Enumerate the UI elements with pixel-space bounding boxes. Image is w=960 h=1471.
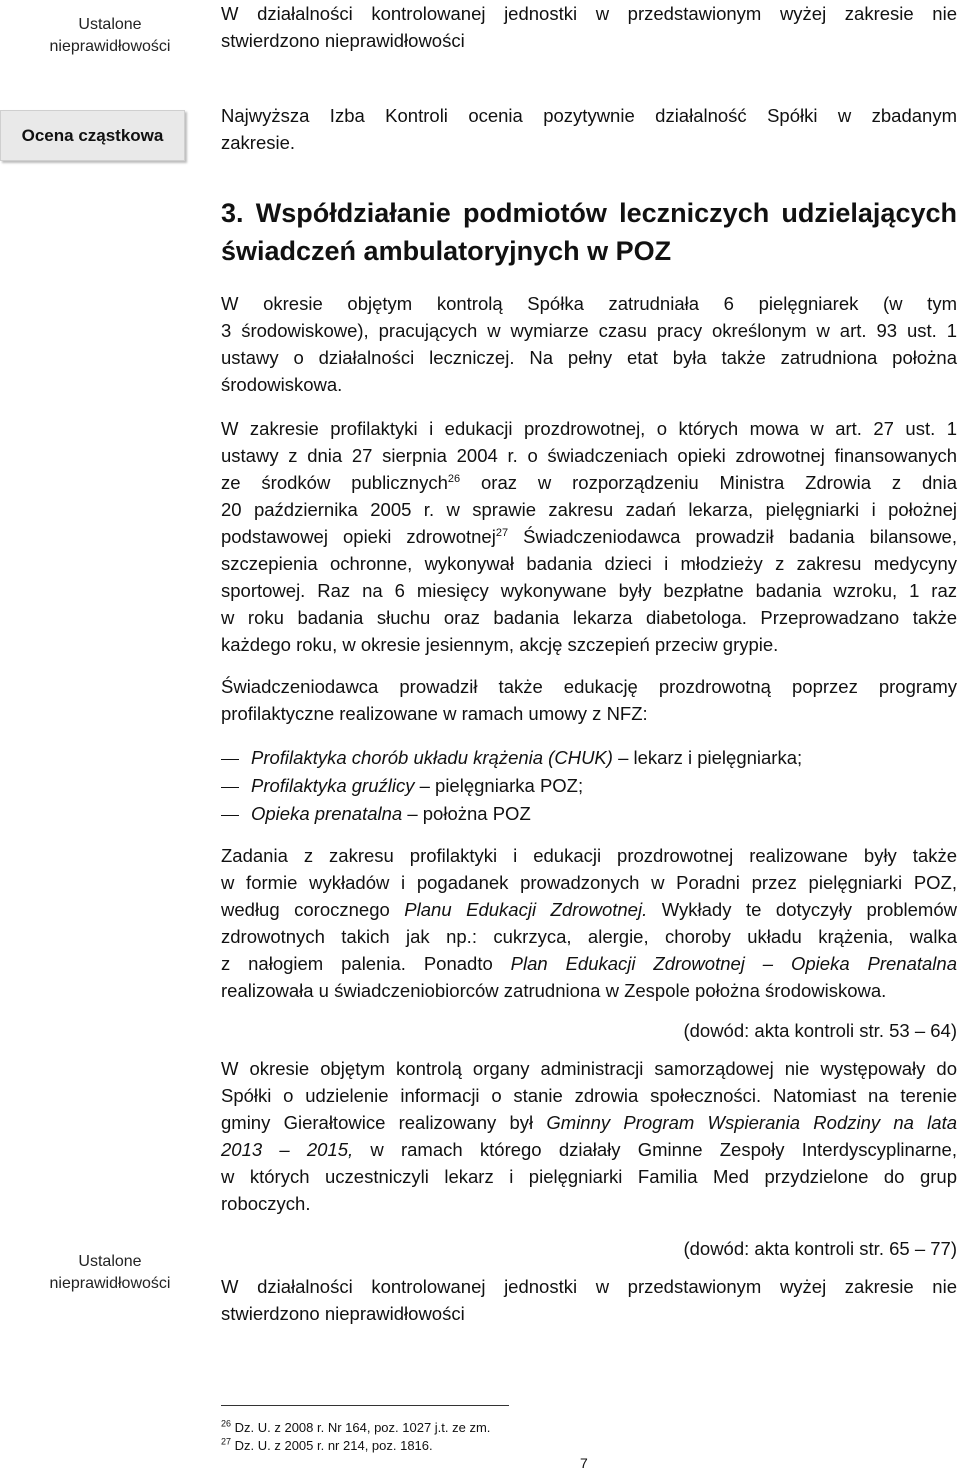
paragraph-findings-bottom: W działalności kontrolowanej jednostki w przedstawionym wyżej zakresie nie stwierdzono nieprawidłowości <box>221 1276 957 1324</box>
paragraph-lectures: Zadania z zakresu profilaktyki i edukacji prozdrowotnej realizowane były także w formie wykładów i pogadanek prowadzonych w Poradni przez pielęgniarki POZ, według corocznego Planu Edukacji Zdrowotnej. Wykłady te dotyczyły problemów zdrowotnych takich jak np.: cukrzyca, alergie, choroby układu krążenia, walka z nałogiem palenia. Ponadto Plan Edukacji Zdrowotnej – Opieka Prenatalna realizowała u świadczeniobiorców zatrudniona w Zespole położna środowiskowa. <box>221 845 957 1001</box>
footnote: $^{26}$ Dz. U. z 2008 r. Nr 164, poz. 1027 j.t. ze zm. <box>221 1418 491 1435</box>
paragraph-findings-top: W działalności kontrolowanej jednostki w przedstawionym wyżej zakresie nie stwierdzono nieprawidłowości <box>221 3 957 51</box>
paragraph-local-government: W okresie objętym kontrolą organy administracji samorządowej nie występowały do Spółki o udzielenie informacji o stanie zdrowia społeczności. Natomiast na terenie gminy Gierałtowice realizowany był Gminny Program Wspierania Rodziny na lata 2013 – 2015, w ramach którego działały Gminne Zespoły Interdyscyplinarne, w których uczestniczyli lekarz i pielęgniarki Familia Med przydzielone do grup roboczych. <box>221 1058 957 1214</box>
list-item: Opieka prenatalna – położna POZ <box>221 800 531 827</box>
evidence-reference: (dowód: akta kontroli str. 65 – 77) <box>683 1238 957 1259</box>
page-number: 7 <box>580 1455 588 1471</box>
margin-note-findings: Ustalone nieprawidłowości <box>49 16 171 55</box>
margin-note-findings: Ustalone nieprawidłowości <box>49 1253 171 1292</box>
dash-bullet-icon <box>221 759 239 760</box>
footnote-ref-26: 26 <box>447 472 461 485</box>
paragraph-staff: W okresie objętym kontrolą Spółka zatrudniała 6 pielęgniarek (w tym 3 środowiskowe), pracujących w wymiarze czasu pracy określonym w art. 93 ust. 1 ustawy o działalności leczniczej. Na pełny etat była także zatrudniona położna środowiskowa. <box>221 293 957 395</box>
paragraph-prevention: W zakresie profilaktyki i edukacji prozdrowotnej, o których mowa w art. 27 ust. 1 ustawy z dnia 27 sierpnia 2004 r. o świadczeniach opieki zdrowotnej finansowanych ze środków publicznych$^{26}$ oraz w rozporządzeniu Ministra Zdrowia z dnia 20 października 2005 r. w sprawie zakresu zadań lekarza, pielęgniarki i położnej podstawowej opieki zdrowotnej$^{27}$ Świadczeniodawca prowadził badania bilansowe, szczepienia ochronne, wykonywał badania dzieci i młodzieży z zakresu medycyny sportowej. Raz na 6 miesięcy wykonywane były bezpłatne badania wzroku, 1 raz w roku badania słuchu oraz badania lekarza diabetologa. Przeprowadzano także każdego roku, w okresie jesiennym, akcję szczepień przeciw grypie. <box>221 418 957 655</box>
dash-bullet-icon <box>221 815 239 816</box>
footnote-ref-27: 27 <box>495 526 509 539</box>
paragraph-health-education: Świadczeniodawca prowadził także edukację prozdrowotną poprzez programy profilaktyczne realizowane w ramach umowy z NFZ: <box>221 676 957 724</box>
partial-assessment-badge: Ocena cząstkowa <box>0 110 185 161</box>
footnote: $^{27}$ Dz. U. z 2005 r. nr 214, poz. 1816. <box>221 1436 433 1453</box>
evidence-reference: (dowód: akta kontroli str. 53 – 64) <box>683 1020 957 1041</box>
paragraph-nik-assessment: Najwyższa Izba Kontroli ocenia pozytywnie działalność Spółki w zbadanym zakresie. <box>221 105 957 153</box>
dash-bullet-icon <box>221 787 239 788</box>
footnote-divider <box>221 1405 509 1406</box>
section-heading: 3. Współdziałanie podmiotów leczniczych udzielających świadczeń ambulatoryjnych w POZ <box>221 198 957 266</box>
list-item: Profilaktyka chorób układu krążenia (CHUK) – lekarz i pielęgniarka; <box>221 744 802 771</box>
list-item: Profilaktyka gruźlicy – pielęgniarka POZ; <box>221 772 583 799</box>
